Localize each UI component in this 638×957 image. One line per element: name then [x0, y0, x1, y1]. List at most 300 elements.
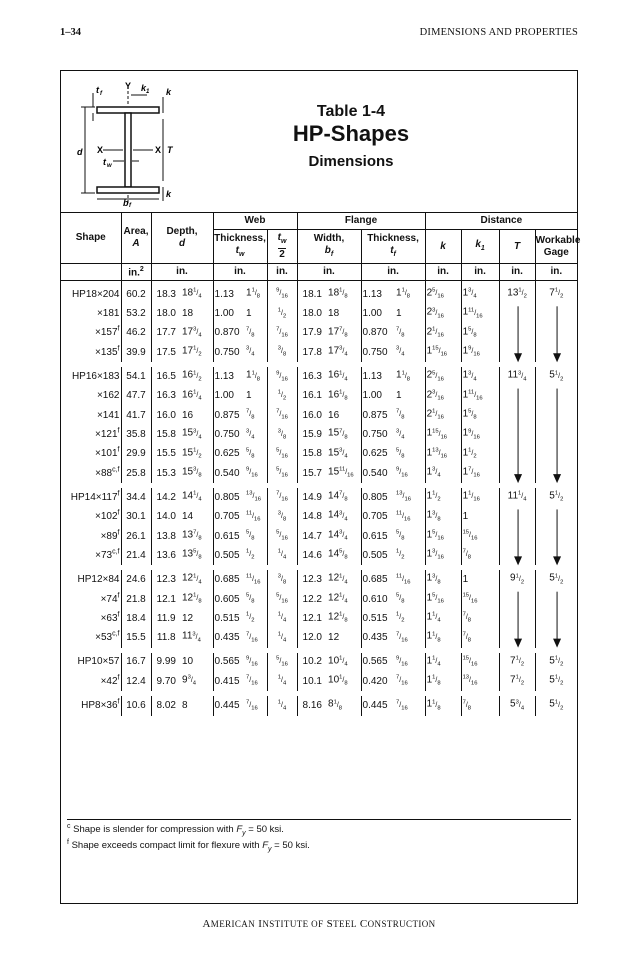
table-cell: 0.605: [213, 590, 245, 609]
table-cell: $13^5/_8$: [182, 548, 202, 561]
table-cell: $^3/_8$: [267, 570, 297, 589]
table-row: [61, 324, 577, 343]
table-cell: 24.6: [121, 570, 151, 589]
table-cell: $8^1/_8$: [328, 698, 343, 711]
table-cell: 12.1: [151, 590, 181, 609]
table-cell: 10.1: [297, 672, 327, 691]
table-cell: [499, 590, 535, 609]
table-cell: $^5/_{16}$: [267, 527, 297, 546]
table-cell: $^{13}/_{16}$: [396, 491, 411, 503]
cell-shape: $\times 73^{c,f}$: [95, 548, 120, 561]
table-cell: $1^1/_{16}$: [461, 488, 499, 507]
table-cell: 46.2: [121, 324, 151, 343]
table-row: [61, 628, 577, 647]
table-cell: 0.625: [361, 445, 395, 464]
label-k-top: k: [166, 87, 172, 97]
table-cell: 15.8: [151, 425, 181, 444]
table-cell: 9.70: [151, 672, 181, 691]
table-cell: $12^1/_4$: [182, 572, 202, 586]
table-cell: $^5/_{16}$: [267, 445, 297, 464]
table-cell: 0.445: [213, 696, 245, 715]
table-cell: [535, 324, 577, 343]
cell-shape: $\times 102^f$: [95, 509, 120, 523]
table-cell: 12.2: [297, 590, 327, 609]
table-cell: $^9/_{16}$: [267, 281, 297, 305]
table-cell: $2^1/_{16}$: [425, 406, 461, 425]
table-cell: [535, 464, 577, 483]
table-cell: 14.8: [297, 507, 327, 526]
col-web-thickness: Thickness, $t_w$: [213, 230, 267, 264]
table-cell: $^1/_4$: [267, 546, 297, 565]
table-cell: $1^{11}/_{16}$: [461, 304, 499, 323]
group-distance: Distance: [425, 213, 577, 230]
table-cell: 39.9: [121, 343, 151, 362]
table-cell: $15^3/_4$: [182, 427, 202, 440]
label-t: T: [167, 145, 173, 155]
table-cell: $^7/_{16}$: [267, 406, 297, 425]
table-cell: 16.0: [297, 406, 327, 425]
table-cell: [499, 343, 535, 362]
table-cell: $^3/_8$: [267, 343, 297, 362]
table-cell: $1^1/_8$: [425, 672, 461, 691]
table-row: [61, 570, 577, 589]
table-cell: [499, 445, 535, 464]
table-cell: $5^3/_4$: [499, 696, 535, 715]
table-cell: $2^5/_{16}$: [425, 281, 461, 305]
table-cell: [535, 527, 577, 546]
table-cell: 11.9: [151, 609, 181, 628]
table-title: [231, 103, 471, 170]
table-cell: $^3/_8$: [267, 425, 297, 444]
table-cell: 17.8: [297, 343, 327, 362]
table-cell: $^9/_{16}$: [396, 655, 408, 668]
table-cell: $14^3/_4$: [328, 529, 348, 542]
table-cell: $^3/_8$: [267, 507, 297, 526]
table-cell: $2^3/_{16}$: [425, 387, 461, 406]
table-cell: 1: [396, 308, 402, 320]
table-cell: 0.515: [213, 609, 245, 628]
table-cell: $^7/_{16}$: [396, 699, 408, 711]
table-cell: $1^1/_4$: [425, 609, 461, 628]
table-cell: 0.445: [361, 696, 395, 715]
table-row: [61, 304, 577, 323]
table-cell: 0.705: [213, 507, 245, 526]
label-tf: t: [96, 85, 99, 95]
table-cell: $1^1/_4$: [425, 653, 461, 672]
table-cell: 34.4: [121, 488, 151, 507]
table-cell: $^5/_8$: [396, 447, 405, 460]
table-cell: $^{15}/_{16}$: [461, 527, 499, 546]
table-cell: $16^1/_2$: [182, 369, 202, 382]
table-cell: [499, 628, 535, 647]
col-depth: Depth, d: [151, 213, 213, 264]
table-cell: $7^1/_2$: [499, 653, 535, 672]
table-cell: $^5/_8$: [246, 529, 255, 542]
table-cell: 1.13: [213, 367, 245, 386]
table-number: Table 1-4: [316, 103, 386, 120]
table-cell: 0.420: [361, 672, 395, 691]
cell-shape: $\times 74^f$: [100, 592, 120, 605]
table-cell: [499, 304, 535, 323]
table-cell: $1^3/_8$: [425, 570, 461, 589]
table-cell: 18.1: [297, 281, 327, 305]
table-row: [61, 281, 577, 305]
table-cell: 0.540: [361, 464, 395, 483]
table-cell: 18.4: [121, 609, 151, 628]
cell-shape: $\times 42^f$: [100, 674, 120, 687]
table-cell: $^5/_8$: [246, 592, 255, 605]
table-cell: $^5/_{16}$: [267, 653, 297, 672]
table-cell: 0.875: [213, 406, 245, 425]
table-cell: [499, 387, 535, 406]
table-row: [61, 387, 577, 406]
table-cell: $1^3/_8$: [425, 507, 461, 526]
cell-shape: $\times 135^f$: [95, 345, 120, 358]
table-cell: $16^1/_8$: [328, 388, 348, 402]
table-cell: 16.0: [151, 406, 181, 425]
table-cell: $^5/_8$: [396, 529, 405, 542]
table-row: [61, 367, 577, 386]
label-d: d: [77, 147, 83, 157]
table-cell: $2^5/_{16}$: [425, 367, 461, 386]
table-cell: 11.8: [151, 628, 181, 647]
hp-section-diagram: [75, 79, 195, 207]
table-cell: 0.515: [361, 609, 395, 628]
table-cell: $1^1/_8$: [396, 287, 411, 300]
table-cell: 21.8: [121, 590, 151, 609]
table-cell: $^{15}/_{16}$: [461, 653, 499, 672]
table-cell: $14^3/_4$: [328, 509, 348, 523]
table-cell: 0.615: [361, 527, 395, 546]
table-cell: $^7/_{16}$: [396, 674, 408, 687]
table-cell: 16: [328, 409, 340, 421]
table-cell: [499, 406, 535, 425]
table-cell: 12.0: [297, 628, 327, 647]
unit-cell: in.: [499, 264, 535, 281]
svg-text:f: f: [100, 91, 102, 97]
table-cell: 0.610: [361, 590, 395, 609]
table-cell: 0.750: [361, 343, 395, 362]
table-cell: 14.6: [297, 546, 327, 565]
table-cell: 12.3: [297, 570, 327, 589]
table-cell: [499, 527, 535, 546]
table-row: [61, 653, 577, 672]
table-cell: [499, 464, 535, 483]
table-cell: $^9/_{16}$: [267, 367, 297, 386]
table-cell: 0.805: [361, 488, 395, 507]
table-cell: [535, 425, 577, 444]
table-cell: 15.7: [297, 464, 327, 483]
table-cell: $^5/_8$: [396, 592, 405, 605]
table-cell: 1.00: [361, 304, 395, 323]
table-cell: $15^7/_8$: [328, 427, 348, 440]
table-row: [61, 590, 577, 609]
footnote-f: $^f$ Shape exceeds compact limit for flexure with $F_y = 50$ ksi.: [67, 838, 310, 853]
table-cell: $1^1/_8$: [425, 696, 461, 715]
table-cell: $1^1/_2$: [461, 445, 499, 464]
footnote-c: $^c$ Shape is slender for compression with $F_y = 50$ ksi.: [67, 822, 284, 837]
table-cell: $15^1/_2$: [182, 446, 202, 460]
table-cell: 0.750: [213, 343, 245, 362]
table-cell: $^7/_8$: [396, 326, 405, 339]
table-cell: [535, 507, 577, 526]
table-cell: 29.9: [121, 445, 151, 464]
table-row: [61, 445, 577, 464]
table-row: [61, 507, 577, 526]
table-cell: 54.1: [121, 367, 151, 386]
table-cell: $^7/_{16}$: [246, 631, 258, 644]
svg-text:f: f: [129, 203, 131, 207]
cell-shape: $\times 101^f$: [95, 447, 120, 460]
table-cell: $1^5/_{16}$: [425, 527, 461, 546]
table-cell: $2^1/_{16}$: [425, 324, 461, 343]
table-frame: [60, 70, 581, 904]
table-cell: $7^1/_2$: [535, 281, 577, 305]
cell-shape: $\times 53^{c,f}$: [95, 630, 120, 644]
table-cell: $^7/_8$: [246, 326, 255, 339]
table-cell: [499, 507, 535, 526]
table-cell: 0.565: [361, 653, 395, 672]
table-cell: 17.9: [297, 324, 327, 343]
table-cell: $^1/_4$: [267, 696, 297, 715]
table-cell: $^1/_2$: [396, 549, 405, 561]
col-gage: Workable Gage: [535, 230, 577, 264]
table-cell: $1^{15}/_{16}$: [425, 425, 461, 444]
table-cell: $^1/_4$: [267, 628, 297, 647]
table-cell: 14.9: [297, 488, 327, 507]
table-cell: $11^3/_4$: [499, 367, 535, 386]
table-cell: 0.615: [213, 527, 245, 546]
table-cell: 14: [182, 511, 194, 523]
table-row: [61, 672, 577, 691]
table-cell: $14^5/_8$: [328, 548, 348, 561]
label-tw: t: [103, 157, 106, 167]
table-cell: 1.00: [213, 304, 245, 323]
table-cell: [535, 445, 577, 464]
unit-cell: in.$^2$: [121, 264, 151, 281]
group-web: Web: [213, 213, 297, 230]
table-cell: $1^1/_8$: [396, 369, 411, 382]
table-cell: [535, 546, 577, 565]
table-cell: $^9/_{16}$: [246, 655, 258, 668]
table-cell: $^{11}/_{16}$: [246, 573, 261, 586]
table-cell: 0.750: [361, 425, 395, 444]
table-cell: 0.685: [361, 570, 395, 589]
table-cell: $9^1/_2$: [499, 570, 535, 589]
unit-cell: in.: [297, 264, 361, 281]
group-flange: Flange: [297, 213, 425, 230]
table-cell: $^{11}/_{16}$: [396, 573, 411, 586]
table-cell: 1.13: [213, 281, 245, 305]
table-cell: $^{11}/_{16}$: [396, 510, 411, 523]
table-cell: $1^3/_4$: [425, 464, 461, 483]
table-cell: $14^7/_8$: [328, 490, 348, 503]
table-cell: $^7/_{16}$: [246, 674, 258, 687]
table-cell: $1^{15}/_{16}$: [425, 343, 461, 362]
unit-blank: [61, 264, 121, 281]
table-cell: 8.02: [151, 696, 181, 715]
table-cell: $1^{11}/_{16}$: [461, 387, 499, 406]
table-cell: 30.1: [121, 507, 151, 526]
table-cell: $13^1/_2$: [499, 281, 535, 305]
unit-cell: in.: [461, 264, 499, 281]
table-cell: $1^1/_2$: [425, 488, 461, 507]
col-area: Area, A: [121, 213, 151, 264]
table-row: [61, 406, 577, 425]
col-flange-width: Width, $b_f$: [297, 230, 361, 264]
table-row: [61, 696, 577, 715]
table-cell: 0.565: [213, 653, 245, 672]
label-x-right: X: [155, 145, 162, 155]
table-row: [61, 527, 577, 546]
table-cell: 13.6: [151, 546, 181, 565]
table-cell: $^{15}/_{16}$: [461, 590, 499, 609]
table-cell: 0.685: [213, 570, 245, 589]
table-cell: $5^1/_2$: [535, 696, 577, 715]
table-cell: [499, 546, 535, 565]
table-cell: 14.2: [151, 488, 181, 507]
table-cell: $16^1/_4$: [328, 369, 348, 382]
table-cell: 13.8: [151, 527, 181, 546]
table-cell: $1^3/_4$: [461, 367, 499, 386]
table-cell: $^7/_{16}$: [267, 488, 297, 507]
table-cell: 1.00: [213, 387, 245, 406]
cell-shape: ×162: [96, 390, 120, 402]
table-cell: 18.0: [151, 304, 181, 323]
hp-shape-figure: [75, 79, 195, 207]
table-row: [61, 425, 577, 444]
table-cell: 26.1: [121, 527, 151, 546]
table-cell: $^5/_{16}$: [267, 590, 297, 609]
table-cell: 25.8: [121, 464, 151, 483]
table-cell: 60.2: [121, 281, 151, 305]
table-cell: 0.875: [361, 406, 395, 425]
table-cell: 16: [182, 409, 194, 421]
table-cell: [535, 387, 577, 406]
table-cell: 1: [246, 390, 252, 402]
table-cell: 16.3: [297, 367, 327, 386]
cell-shape: $HP8\times 36^f$: [81, 698, 120, 712]
table-cell: $^7/_8$: [461, 696, 499, 715]
footnotes: [67, 819, 571, 856]
table-cell: 18.3: [151, 281, 181, 305]
table-cell: $18^1/_4$: [182, 287, 202, 300]
col-flange-thickness: Thickness, $t_f$: [361, 230, 425, 264]
table-cell: $1^1/_8$: [425, 628, 461, 647]
table-cell: $5^1/_2$: [535, 653, 577, 672]
table-cell: $^1/_2$: [267, 387, 297, 406]
table-cell: 12.3: [151, 570, 181, 589]
table-cell: 16.3: [151, 387, 181, 406]
table-cell: $^7/_8$: [461, 609, 499, 628]
table-cell: 17.7: [151, 324, 181, 343]
table-cell: $17^7/_8$: [328, 325, 348, 339]
table-cell: $12^1/_4$: [328, 572, 348, 586]
table-cell: 0.435: [213, 628, 245, 647]
table-cell: [535, 304, 577, 323]
unit-cell: in.: [535, 264, 577, 281]
unit-cell: in.: [361, 264, 425, 281]
table-cell: $1^5/_8$: [461, 324, 499, 343]
table-cell: 0.505: [361, 546, 395, 565]
table-cell: $1^9/_{16}$: [461, 343, 499, 362]
table-cell: [535, 628, 577, 647]
table-cell: $^9/_{16}$: [396, 466, 408, 479]
table-cell: $^7/_8$: [246, 408, 255, 421]
table-name: HP-Shapes: [292, 121, 410, 146]
table-cell: $14^1/_4$: [182, 490, 202, 503]
table-cell: $^7/_8$: [461, 546, 499, 565]
table-cell: $11^1/_4$: [499, 488, 535, 507]
cell-shape: HP18×204: [71, 288, 120, 300]
table-cell: 21.4: [121, 546, 151, 565]
table-cell: $^7/_{16}$: [267, 324, 297, 343]
table-cell: 1: [246, 308, 252, 320]
table-cell: $^5/_{16}$: [267, 464, 297, 483]
cell-shape: $\times 157^f$: [95, 326, 120, 339]
table-cell: $13^7/_8$: [182, 529, 202, 542]
table-cell: 12.4: [121, 672, 151, 691]
unit-cell: in.: [267, 264, 297, 281]
table-cell: $16^1/_4$: [182, 388, 202, 402]
table-cell: 16.7: [121, 653, 151, 672]
table-cell: $9^3/_4$: [182, 674, 197, 687]
table-cell: $5^1/_2$: [535, 488, 577, 507]
table-cell: 1: [461, 507, 499, 526]
table-cell: $^{11}/_{16}$: [246, 510, 261, 523]
table-cell: $^3/_4$: [246, 428, 255, 440]
cell-shape: ×141: [96, 409, 120, 421]
table-cell: $1^5/_8$: [461, 406, 499, 425]
table-cell: 14.0: [151, 507, 181, 526]
table-cell: 16.1: [297, 387, 327, 406]
table-cell: 0.805: [213, 488, 245, 507]
table-cell: 1.13: [361, 281, 395, 305]
table-row: [61, 488, 577, 507]
table-cell: 18.0: [297, 304, 327, 323]
table-cell: $^7/_8$: [396, 408, 405, 421]
table-cell: $17^3/_4$: [182, 325, 202, 339]
label-y-top: Y: [125, 81, 132, 91]
cell-shape: HP12×84: [77, 574, 120, 586]
table-cell: 9.99: [151, 653, 181, 672]
table-cell: $^{13}/_{16}$: [246, 491, 261, 503]
col-k1: $k_1$: [461, 230, 499, 264]
table-cell: 0.505: [213, 546, 245, 565]
label-bf: b: [123, 198, 129, 207]
page-number: 1–34: [60, 27, 81, 38]
cell-shape: HP10×57: [77, 656, 120, 668]
table-cell: $^1/_2$: [267, 304, 297, 323]
cell-shape: HP16×183: [71, 371, 120, 383]
table-cell: $11^3/_4$: [182, 630, 201, 644]
table-cell: $1^9/_{16}$: [461, 425, 499, 444]
table-cell: $1^1/_8$: [246, 287, 261, 300]
table-cell: 1: [461, 570, 499, 589]
table-cell: $1^7/_{16}$: [461, 464, 499, 483]
table-cell: $1^5/_{16}$: [425, 590, 461, 609]
table-cell: $2^3/_{16}$: [425, 304, 461, 323]
table-cell: 12.1: [297, 609, 327, 628]
label-k-bottom: k: [166, 189, 172, 199]
page-header: [60, 27, 578, 41]
table-cell: $7^1/_2$: [499, 672, 535, 691]
label-x-left: X: [97, 145, 104, 155]
table-cell: $1^3/_{16}$: [425, 546, 461, 565]
table-cell: 15.9: [297, 425, 327, 444]
table-cell: $1^1/_8$: [246, 369, 261, 382]
unit-cell: in.: [151, 264, 213, 281]
